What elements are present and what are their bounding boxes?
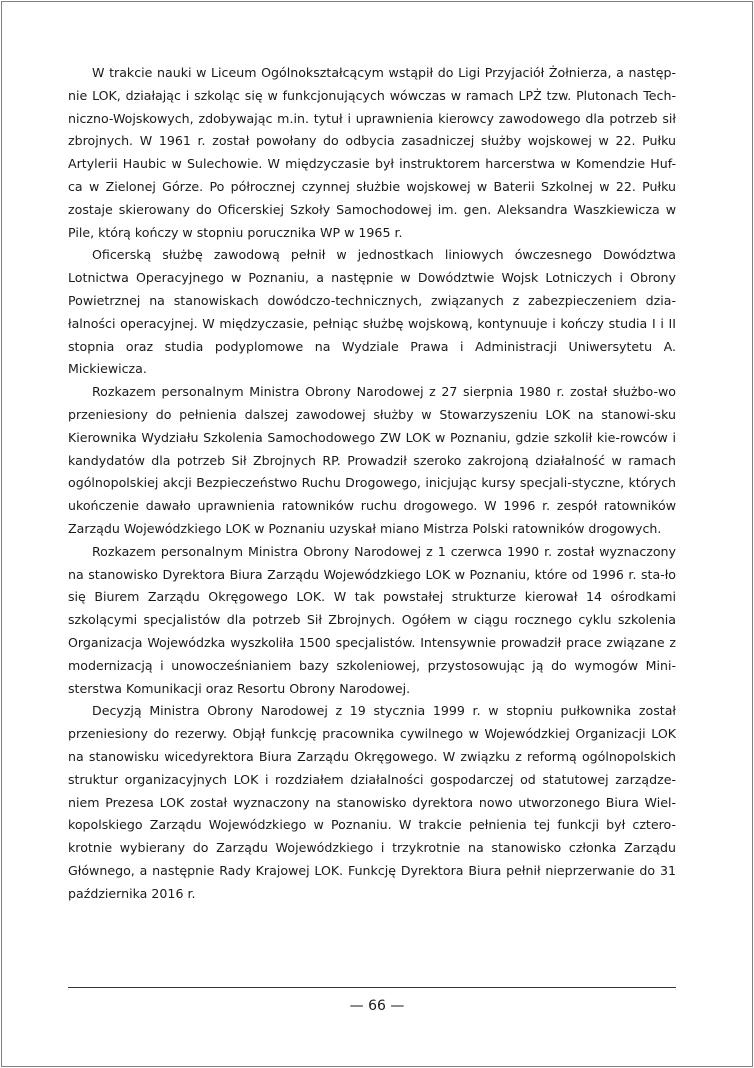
paragraph: Rozkazem personalnym Ministra Obrony Narodowej z 27 sierpnia 1980 r. został służbo-wo przeniesiony do pełnienia dalszej zawodowej służby w Stowarzyszeniu LOK na stanowi-sku Kierownika Wydziału Szkolenia Samochodowego ZW LOK w Poznaniu, gdzie szkolił kie-rowców i kandydatów dla potrzeb Sił Zbrojnych RP. Prowadził szeroko zakrojoną działalność w ramach ogólnopolskiej akcji Bezpieczeństwo Ruchu Drogowego, inicjując kursy specjali-styczne, których ukończenie dawało uprawnienia ratowników ruchu drogowego. W 1996 r. zespół ratowników Zarządu Wojewódzkiego LOK w Poznaniu uzyskał miano Mistrza Polski ratowników drogowych. (68, 384, 676, 536)
body-text (68, 62, 676, 905)
footer-rule (68, 987, 676, 988)
paragraph: Rozkazem personalnym Ministra Obrony Narodowej z 1 czerwca 1990 r. został wyznaczony na stanowisko Dyrektora Biura Zarządu Wojewódzkiego LOK w Poznaniu, które od 1996 r. sta-ło się Biurem Zarządu Okręgowego LOK. W tak powstałej strukturze kierował 14 ośrodkami szkolącymi specjalistów dla potrzeb Sił Zbrojnych. Ogółem w ciągu rocznego cyklu szkolenia Organizacja Wojewódzka wyszkoliła 1500 specjalistów. Intensywnie prowadził prace związane z modernizacją i unowocześnianiem bazy szkoleniowej, przystosowując ją do wymogów Mini-sterstwa Komunikacji oraz Resortu Obrony Narodowej. (68, 543, 676, 696)
paragraph: W trakcie nauki w Liceum Ogólnokształcącym wstąpił do Ligi Przyjaciół Żołnierza, a następ-nie LOK, działając i szkoląc się w funkcjonujących wówczas w ramach LPŻ tzw. Plutonach Tech-niczno-Wojskowych, zdobywając m.in. tytuł i uprawnienia kierowcy zawodowego dla potrzeb sił zbrojnych. W 1961 r. został powołany do odbycia zasadniczej służby wojskowej w 22. Pułku Artylerii Haubic w Sulechowie. W międzyczasie był instruktorem harcerstwa w Komendzie Huf-ca w Zielonej Górze. Po półrocznej czynnej służbie wojskowej w Baterii Szkolnej w 22. Pułku zostaje skierowany do Oficerskiej Szkoły Samochodowej im. gen. Aleksandra Waszkiewicza w Pile, którą kończy w stopniu porucznika WP w 1965 r. (68, 65, 676, 240)
page-number: — 66 — (349, 998, 405, 1014)
paragraph: Oficerską służbę zawodową pełnił w jednostkach liniowych ówczesnego Dowództwa Lotnictwa Operacyjnego w Poznaniu, a następnie w Dowództwie Wojsk Lotniczych i Obrony Powietrznej na stanowiskach dowódczo-technicznych, związanych z zabezpieczeniem dzia-łalności operacyjnej. W międzyczasie, pełniąc służbę wojskową, kontynuuje i kończy studia I i II stopnia oraz studia podyplomowe na Wydziale Prawa i Administracji Uniwersytetu A. Mickiewicza. (68, 247, 676, 377)
paragraph: Decyzją Ministra Obrony Narodowej z 19 stycznia 1999 r. w stopniu pułkownika został przeniesiony do rezerwy. Objął funkcję pracownika cywilnego w Wojewódzkiej Organizacji LOK na stanowisku wicedyrektora Biura Zarządu Okręgowego. W związku z reformą ogólnopolskich struktur organizacyjnych LOK i rozdziałem działalności gospodarczej od statutowej zarządze-niem Prezesa LOK został wyznaczony na stanowisko dyrektora nowo utworzonego Biura Wiel-kopolskiego Zarządu Wojewódzkiego w Poznaniu. W trakcie pełnienia tej funkcji był cztero-krotnie wybierany do Zarządu Wojewódzkiego i trzykrotnie na stanowisko członka Zarządu Głównego, a następnie Rady Krajowej LOK. Funkcję Dyrektora Biura pełnił nieprzerwanie do 31 października 2016 r. (68, 703, 676, 901)
